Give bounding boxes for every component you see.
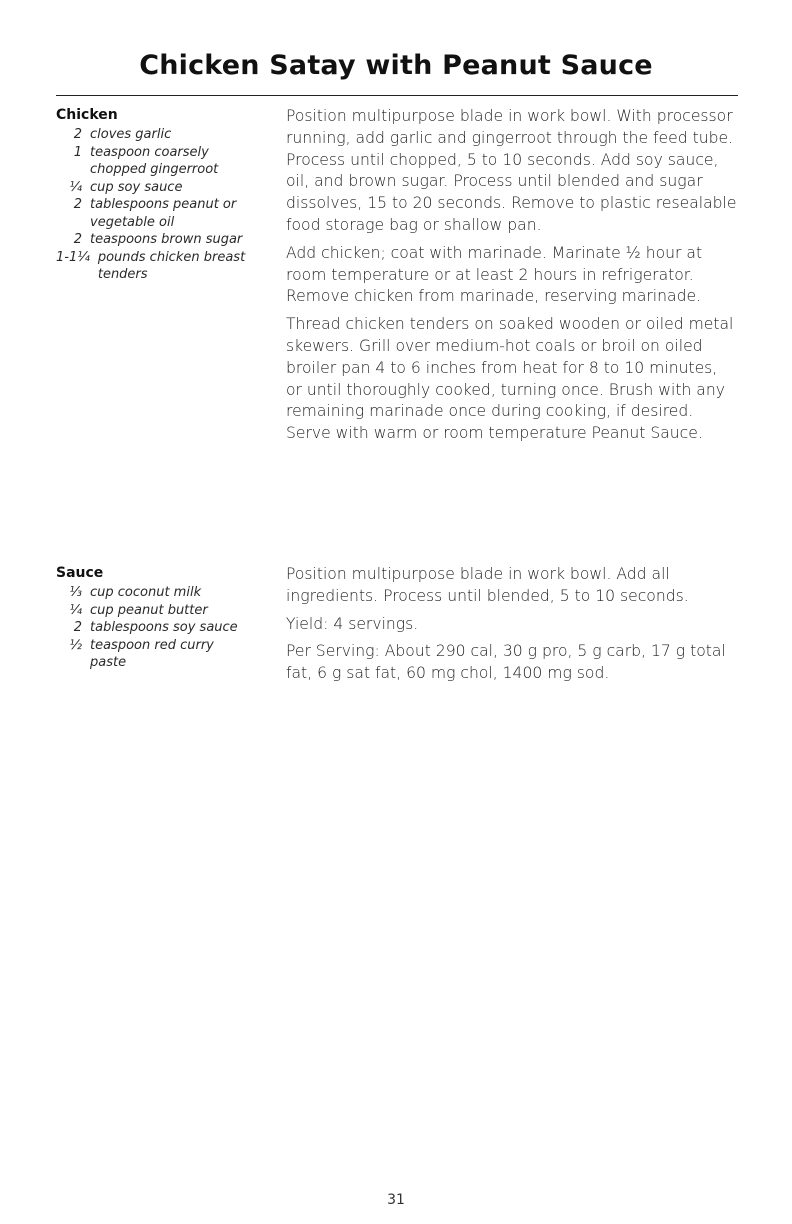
- ingredient-quantity: ¼: [69, 602, 82, 618]
- page-title: Chicken Satay with Peanut Sauce: [139, 50, 653, 81]
- title-divider: [56, 95, 738, 96]
- ingredient-text: cup coconut milk: [90, 585, 202, 600]
- section-label: Chicken: [56, 107, 118, 123]
- page-number: 31: [387, 1192, 405, 1208]
- directions-column: [286, 106, 738, 451]
- ingredient-text: cup peanut butter: [90, 602, 208, 618]
- ingredient-quantity: ⅓: [69, 585, 82, 600]
- ingredient-item: [56, 619, 281, 637]
- ingredient-item: [56, 637, 281, 672]
- ingredient-list: [56, 126, 281, 284]
- ingredient-text: pounds chicken breast tenders: [97, 249, 246, 282]
- ingredient-text: teaspoons brown sugar: [90, 232, 243, 247]
- ingredient-item: [56, 249, 281, 284]
- ingredient-item: [56, 179, 281, 197]
- section-label: Sauce: [56, 565, 104, 581]
- ingredient-text: cup soy sauce: [90, 179, 183, 195]
- ingredient-quantity: 2: [73, 127, 82, 142]
- ingredient-quantity: ¼: [69, 179, 82, 195]
- ingredient-quantity: ½: [69, 637, 82, 653]
- direction-paragraph: Position multipurpose blade in work bowl. With processor running, add garlic and gingerroot through the feed tube. Process until chopped, 5 to 10 seconds. Add soy sauce, oil, and brown sugar. Process until blended and sugar dissolves, 15 to 20 seconds. Remove to plastic resealable food storage bag or shallow pan.: [286, 107, 737, 234]
- nutrition-text: Per Serving: About 290 cal, 30 g pro, 5 g carb, 17 g total fat, 6 g sat fat, 60 mg chol, 1400 mg sod.: [286, 642, 726, 683]
- ingredient-text: cloves garlic: [90, 127, 172, 142]
- ingredient-item: [56, 584, 281, 602]
- ingredient-text: teaspoon red curry paste: [90, 637, 214, 670]
- ingredient-quantity: 2: [73, 620, 82, 635]
- directions-column: [286, 564, 738, 691]
- ingredient-item: [56, 196, 281, 231]
- ingredients-column: [56, 564, 281, 672]
- ingredients-column: [56, 106, 281, 284]
- direction-paragraph: Add chicken; coat with marinade. Marinate ½ hour at room temperature or at least 2 hours in refrigerator. Remove chicken from marinade, reserving marinade.: [286, 243, 703, 306]
- ingredient-text: teaspoon coarsely chopped gingerroot: [90, 144, 219, 177]
- ingredient-text: tablespoons peanut or vegetable oil: [90, 197, 237, 230]
- direction-paragraph: Thread chicken tenders on soaked wooden or oiled metal skewers. Grill over medium-hot coals or broil on oiled broiler pan 4 to 6 inches from heat for 8 to 10 minutes, or until thoroughly cooked, turning once. Brush with any remaining marinade once during cooking, if desired. Serve with warm or room temperature Peanut Sauce.: [286, 315, 734, 443]
- yield-text: Yield: 4 servings.: [286, 614, 419, 633]
- ingredient-item: [56, 144, 281, 179]
- ingredient-item: [56, 602, 281, 620]
- ingredient-quantity: 2: [73, 232, 82, 247]
- ingredient-text: tablespoons soy sauce: [90, 620, 238, 635]
- ingredient-item: [56, 231, 281, 249]
- ingredient-quantity: 1-1¼: [56, 249, 90, 265]
- direction-paragraph: Position multipurpose blade in work bowl. Add all ingredients. Process until blended, 5 to 10 seconds.: [286, 565, 689, 605]
- ingredient-quantity: 2: [73, 197, 82, 212]
- ingredient-quantity: 1: [73, 144, 82, 160]
- ingredient-list: [56, 584, 281, 672]
- ingredient-item: [56, 126, 281, 144]
